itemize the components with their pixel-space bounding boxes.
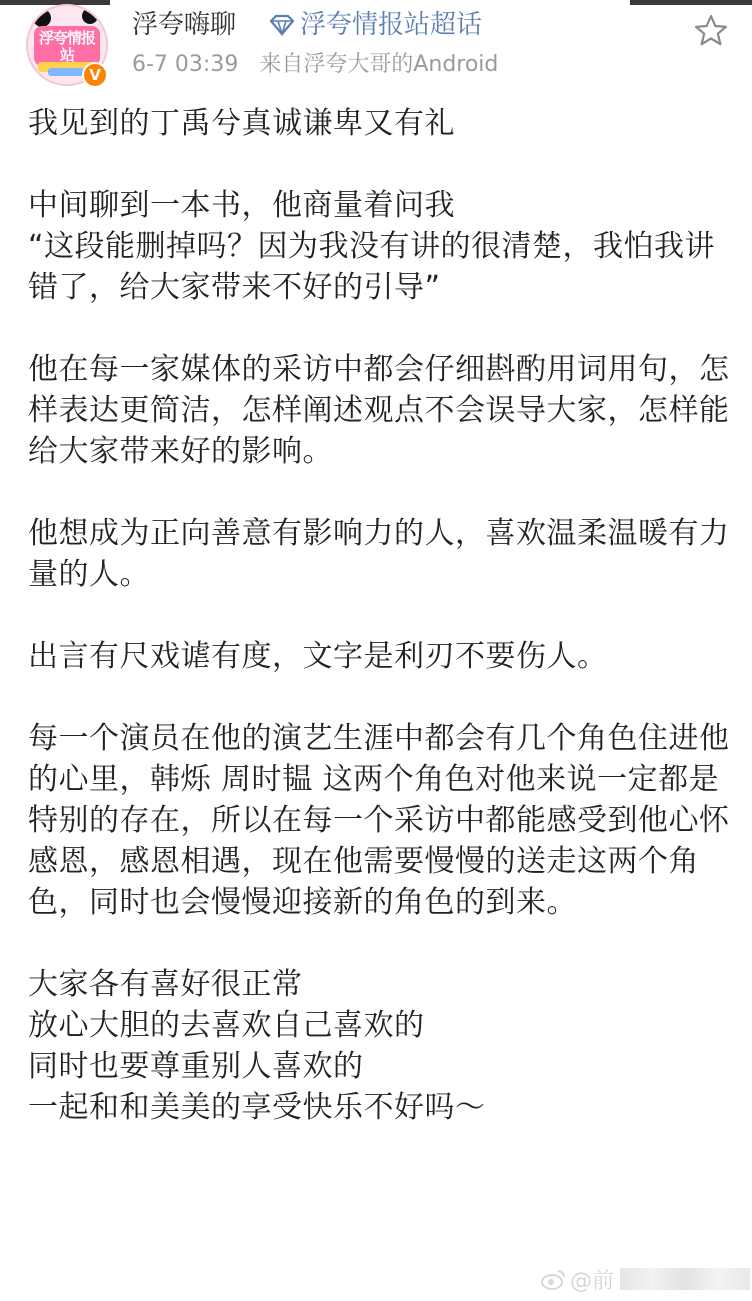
author-name[interactable]: 浮夸嗨聊 [132, 10, 237, 40]
avatar-logo-text: 浮夸情报站 [38, 29, 95, 64]
topic-label: 浮夸情报站超话 [300, 10, 483, 40]
paragraph: 我见到的丁禹兮真诚谦卑又有礼 [28, 106, 455, 141]
paragraph: 大家各有喜好很正常 放心大胆的去喜欢自己喜欢的 同时也要尊重别人喜欢的 一起和和美美的享受快乐不好吗～ [28, 967, 486, 1125]
post-source: 来自浮夸大哥的Android [259, 52, 499, 77]
paragraph: 每一个演员在他的演艺生涯中都会有几个角色住进他的心里，韩烁 周时韫 这两个角色对他来说一定都是特别的存在，所以在每一个采访中都能感受到他心怀感恩，感恩相遇，现在他需要慢慢的送走这两个角色，同时也会慢慢迎接新的角色的到来。 [28, 721, 730, 920]
diamond-icon [268, 13, 296, 37]
watermark-blur [620, 1268, 750, 1290]
paragraph: 他在每一家媒体的采访中都会仔细斟酌用词用句，怎样表达更简洁，怎样阐述观点不会误导大家，怎样能给大家带来好的影响。 [28, 352, 730, 469]
weibo-logo-icon [540, 1268, 566, 1290]
star-outline-icon[interactable] [692, 12, 730, 50]
paragraph: 出言有尺戏谑有度，文字是利刃不要伤人。 [28, 639, 608, 674]
paragraph: 他想成为正向善意有影响力的人，喜欢温柔温暖有力量的人。 [28, 516, 730, 592]
paragraph: 中间聊到一本书，他商量着问我 “这段能删掉吗？因为我没有讲的很清楚，我怕我讲错了，给大家带来不好的引导” [28, 188, 716, 305]
post-body [28, 103, 738, 1128]
topic-link[interactable] [268, 8, 482, 42]
verified-icon: V [82, 62, 108, 88]
post-header [0, 0, 752, 100]
post-time: 6-7 03:39 [132, 52, 239, 77]
post-meta [132, 50, 512, 80]
watermark-text: @前 [570, 1268, 615, 1294]
watermark [540, 1262, 750, 1296]
